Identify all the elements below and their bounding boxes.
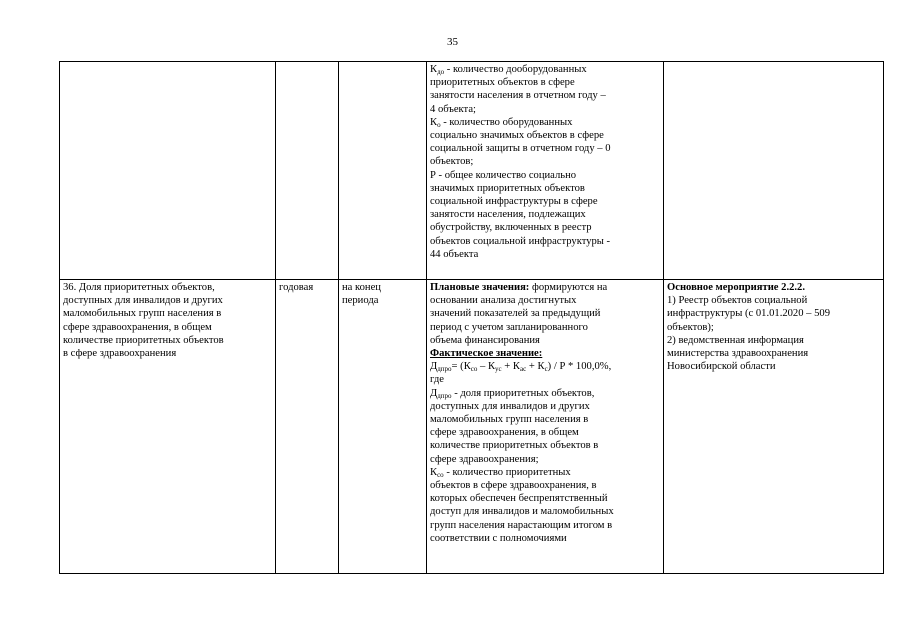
text-fragment: которых обеспечен беспрепятственный bbox=[430, 493, 608, 505]
text-line: количестве приоритетных объектов bbox=[63, 334, 224, 346]
text-line bbox=[430, 373, 660, 386]
calculation-method-cell bbox=[427, 62, 664, 280]
subscript: ас bbox=[520, 365, 527, 374]
text-fragment: сфере здравоохранения; bbox=[430, 453, 539, 465]
text-fragment: социально значимых объектов в сфере bbox=[430, 130, 604, 142]
text-line bbox=[667, 294, 880, 307]
text-line bbox=[430, 453, 660, 466]
text-fragment: занятости населения в отчетном году – bbox=[430, 90, 606, 102]
indicator-table bbox=[59, 61, 884, 574]
text-fragment: 44 объекта bbox=[430, 248, 479, 260]
text-fragment: Плановые значения: bbox=[430, 282, 530, 293]
periodicity-cell bbox=[276, 62, 339, 280]
text-fragment: объектов; bbox=[430, 156, 474, 168]
text-fragment: 2) ведомственная информация bbox=[667, 334, 804, 346]
text-line bbox=[430, 519, 660, 532]
text-line bbox=[430, 116, 660, 129]
text-fragment: К bbox=[430, 466, 438, 478]
text-line bbox=[430, 400, 660, 413]
subscript: о bbox=[437, 120, 441, 129]
calculation-method-cell bbox=[427, 280, 664, 574]
text-line bbox=[430, 479, 660, 492]
text-fragment: Р - общее количество социально bbox=[430, 169, 577, 181]
text-fragment: формируются на bbox=[529, 282, 608, 293]
text-fragment: групп населения нарастающим итогом в bbox=[430, 519, 613, 531]
text-fragment: министерства здравоохранения bbox=[667, 348, 809, 360]
text-line bbox=[667, 307, 880, 320]
text-line bbox=[430, 195, 660, 208]
periodicity-cell: годовая bbox=[276, 280, 339, 574]
text-fragment: соответствии с полномочиями bbox=[430, 532, 567, 544]
text-fragment: ) / Р * 100,0%, bbox=[547, 361, 612, 373]
subscript: со bbox=[437, 470, 444, 479]
text-line bbox=[430, 142, 660, 155]
text-line bbox=[430, 155, 660, 168]
text-line bbox=[430, 532, 660, 545]
text-line bbox=[430, 347, 660, 360]
page-number: 35 bbox=[447, 36, 458, 48]
text-line bbox=[430, 129, 660, 142]
text-fragment: маломобильных групп населения в bbox=[430, 414, 589, 426]
text-fragment: 1) Реестр объектов социальной bbox=[667, 295, 808, 307]
text-fragment: К bbox=[430, 64, 438, 75]
text-fragment: объема финансирования bbox=[430, 334, 540, 346]
text-line bbox=[667, 281, 880, 294]
indicator-name-cell bbox=[60, 62, 276, 280]
text-fragment: объектов социальной инфраструктуры - bbox=[430, 235, 611, 247]
text-fragment: занятости населения, подлежащих bbox=[430, 209, 586, 221]
text-line bbox=[430, 387, 660, 400]
text-fragment: сфере здравоохранения, в общем bbox=[430, 427, 579, 439]
text-line bbox=[430, 169, 660, 182]
text-fragment: Д bbox=[430, 387, 438, 399]
text-fragment: – К bbox=[477, 361, 496, 373]
time-characteristic-cell bbox=[339, 62, 427, 280]
indicator-name-cell bbox=[60, 280, 276, 574]
subscript: со bbox=[470, 365, 478, 374]
text-line bbox=[667, 360, 880, 373]
text-fragment: К bbox=[430, 116, 438, 128]
table-row bbox=[60, 280, 884, 574]
text-line: 36. Доля приоритетных объектов, bbox=[63, 282, 215, 293]
data-source-cell bbox=[664, 280, 884, 574]
text-fragment: - количество дооборудованных bbox=[444, 64, 587, 75]
text-line: на конец bbox=[342, 282, 381, 293]
text-line bbox=[430, 466, 660, 479]
text-line: периода bbox=[342, 295, 379, 307]
text-fragment: основании анализа достигнутых bbox=[430, 295, 577, 307]
text-fragment: значимых приоритетных объектов bbox=[430, 182, 585, 194]
text-line: в сфере здравоохранения bbox=[63, 348, 177, 360]
text-line bbox=[430, 281, 660, 294]
text-fragment: значений показателей за предыдущий bbox=[430, 308, 601, 320]
subscript: дпро bbox=[437, 391, 452, 400]
text-fragment: Новосибирской области bbox=[667, 361, 776, 373]
text-line bbox=[430, 294, 660, 307]
text-line bbox=[430, 307, 660, 320]
text-fragment: - количество оборудованных bbox=[440, 116, 573, 128]
subscript: ус bbox=[495, 365, 502, 374]
text-line bbox=[667, 321, 880, 334]
subscript: до bbox=[437, 68, 445, 76]
text-line bbox=[430, 103, 660, 116]
text-fragment: Фактическое значение: bbox=[430, 348, 543, 360]
text-line bbox=[430, 76, 660, 89]
table-row bbox=[60, 62, 884, 280]
text-fragment: Основное мероприятие 2.2.2. bbox=[667, 282, 805, 293]
text-fragment: количестве приоритетных объектов в bbox=[430, 440, 599, 452]
text-line bbox=[430, 221, 660, 234]
text-line bbox=[430, 505, 660, 518]
text-line bbox=[430, 182, 660, 195]
text-fragment: - количество приоритетных bbox=[443, 466, 571, 478]
text-line bbox=[430, 360, 660, 373]
text-line bbox=[667, 334, 880, 347]
text-fragment: приоритетных объектов в сфере bbox=[430, 77, 575, 89]
text-fragment: = (К bbox=[451, 361, 471, 373]
text-fragment: + К bbox=[526, 361, 545, 373]
text-fragment: + К bbox=[501, 361, 520, 373]
text-fragment: объектов в сфере здравоохранения, в bbox=[430, 480, 597, 492]
subscript: дпро bbox=[437, 365, 452, 374]
text-line bbox=[667, 347, 880, 360]
text-fragment: инфраструктуры (с 01.01.2020 – 509 bbox=[667, 308, 831, 320]
text-fragment: - доля приоритетных объектов, bbox=[451, 387, 595, 399]
text-fragment: социальной защиты в отчетном году – 0 bbox=[430, 143, 611, 155]
subscript: с bbox=[544, 365, 548, 374]
text-fragment: период с учетом запланированного bbox=[430, 321, 588, 333]
text-line: сфере здравоохранения, в общем bbox=[63, 321, 212, 333]
text-fragment: доступ для инвалидов и маломобильных bbox=[430, 506, 614, 518]
text-line: маломобильных групп населения в bbox=[63, 308, 222, 320]
text-line bbox=[430, 248, 660, 261]
text-line bbox=[430, 492, 660, 505]
text-fragment: социальной инфраструктуры в сфере bbox=[430, 196, 598, 208]
data-source-cell bbox=[664, 62, 884, 280]
text-line bbox=[430, 63, 660, 76]
text-line bbox=[430, 208, 660, 221]
text-line bbox=[430, 334, 660, 347]
text-line bbox=[430, 89, 660, 102]
text-fragment: обустройству, включенных в реестр bbox=[430, 222, 592, 234]
text-fragment: доступных для инвалидов и других bbox=[430, 400, 590, 412]
text-line bbox=[430, 235, 660, 248]
time-characteristic-cell bbox=[339, 280, 427, 574]
text-fragment: где bbox=[430, 374, 444, 386]
text-fragment: 4 объекта; bbox=[430, 103, 476, 115]
text-fragment: Д bbox=[430, 361, 438, 373]
text-line bbox=[430, 439, 660, 452]
text-line bbox=[430, 413, 660, 426]
text-line bbox=[430, 426, 660, 439]
text-line bbox=[430, 321, 660, 334]
text-line: доступных для инвалидов и других bbox=[63, 295, 223, 307]
text-fragment: объектов); bbox=[667, 321, 714, 333]
